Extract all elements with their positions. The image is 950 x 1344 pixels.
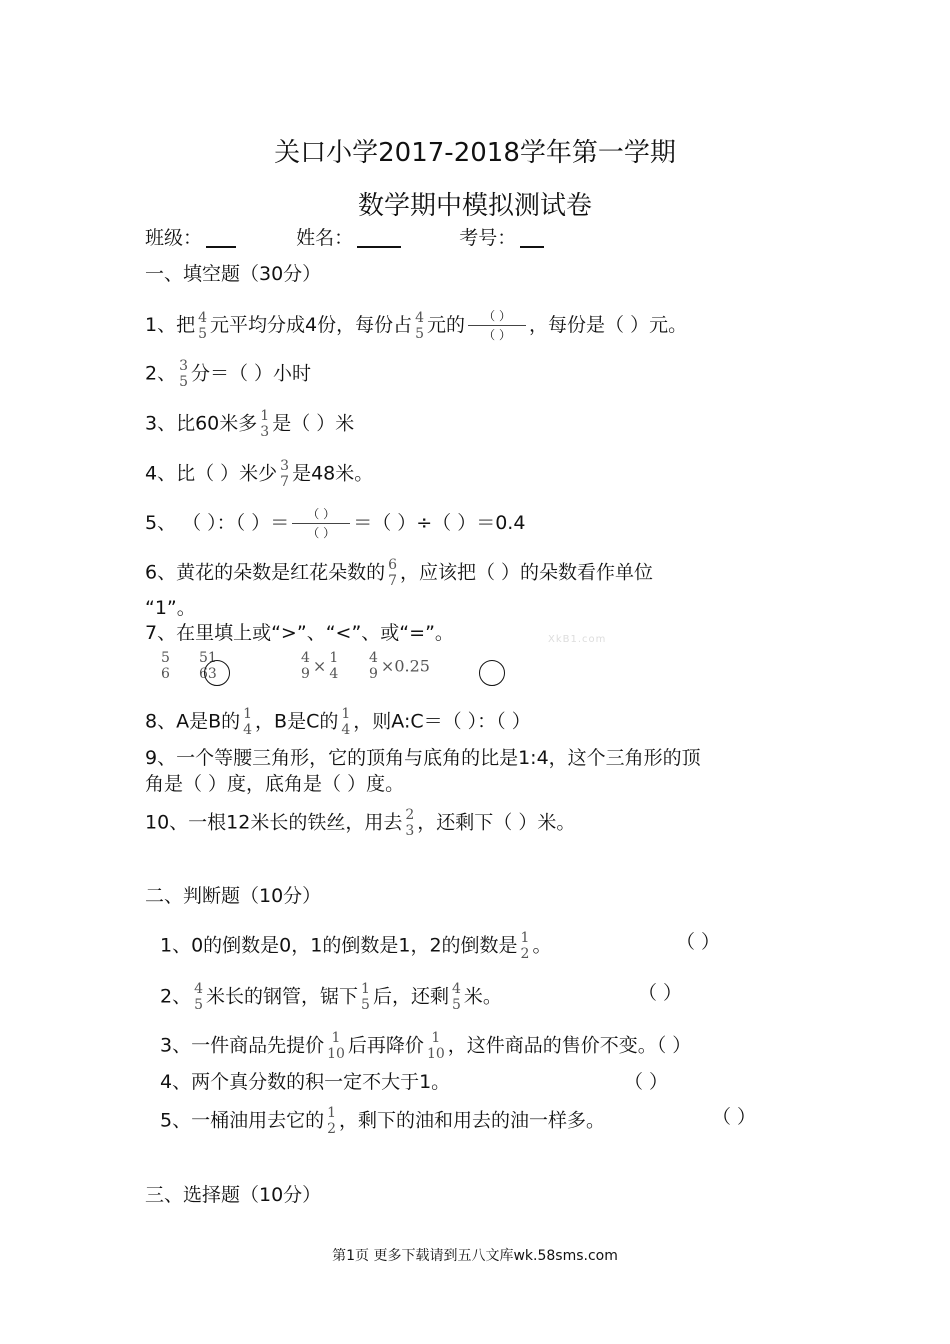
fraction-1-5: 1 5 — [361, 981, 370, 1013]
j2-text-c: 后，还剩 — [372, 985, 449, 1008]
judge-question-5 — [160, 1105, 605, 1137]
fraction-1-2: 1 2 — [520, 930, 530, 962]
times-025: ×0.25 — [380, 656, 430, 676]
judge-paren-1[interactable]: （ ） — [676, 931, 721, 953]
judge-question-3 — [160, 1030, 691, 1062]
q1-text-c: 元的 — [427, 314, 466, 336]
q4-text-b: 是48米。 — [292, 462, 374, 485]
j3-text-a: 3、一件商品先提价 — [160, 1034, 325, 1057]
fraction-1-2: 1 2 — [327, 1105, 337, 1137]
fraction-6-7: 6 7 — [388, 557, 398, 589]
j5-text-b: ，剩下的油和用去的油一样多。 — [339, 1109, 606, 1132]
section1-heading: 一、填空题（30分） — [145, 263, 322, 285]
fraction-4-9: 4 9 — [301, 650, 310, 682]
fraction-5-6: 5 6 — [199, 650, 208, 682]
q1-text-d: ，每份是（ ）元。 — [529, 314, 688, 336]
times-sign: × — [312, 656, 327, 676]
fraction-4-5: 4 5 — [451, 981, 461, 1013]
fill-question-6 — [145, 557, 653, 589]
number-blank[interactable] — [520, 228, 544, 248]
q5-text-a: 5、 （ ）：（ ）＝ — [145, 512, 290, 534]
fraction-4-5: 4 5 — [194, 981, 204, 1013]
fill-question-7: 7、在里填上或“>”、“<”、或“=”。 — [145, 622, 454, 644]
j1-text-a: 1、0的倒数是0，1的倒数是1，2的倒数是 — [160, 934, 518, 957]
fill-question-8 — [145, 706, 531, 738]
fill-question-4 — [145, 458, 373, 490]
judge-paren-4[interactable]: （ ） — [624, 1071, 669, 1093]
q7-compare-1 — [158, 650, 173, 682]
fraction-4-5: 4 5 — [415, 309, 425, 342]
name-blank[interactable] — [357, 228, 401, 248]
q7-compare-2-right — [366, 650, 430, 682]
judge-paren-5[interactable]: （ ） — [712, 1106, 757, 1128]
j3-text-c: ，这件商品的售价不变。（ ） — [447, 1034, 692, 1057]
q10-text-a: 10、一根12米长的铁丝，用去 — [145, 811, 403, 834]
fraction-1-4: 1 4 — [329, 650, 339, 682]
fraction-3-7: 3 7 — [280, 458, 290, 490]
fraction-1-10: 1 10 — [327, 1030, 345, 1062]
blank-fraction[interactable]: （ ） （ ） — [468, 309, 526, 342]
q7-compare-2 — [298, 650, 341, 682]
judge-question-2 — [160, 981, 502, 1013]
class-blank[interactable] — [206, 228, 236, 248]
fraction-4-9: 4 9 — [369, 650, 378, 682]
fill-question-9-line2: 角是（ ）度，底角是（ ）度。 — [145, 773, 405, 795]
q4-text-a: 4、比（ ）米少 — [145, 462, 278, 485]
fill-question-3 — [145, 408, 354, 440]
q2-text-b: 分＝（ ）小时 — [191, 362, 312, 385]
j1-text-b: 。 — [532, 934, 552, 957]
judge-paren-2[interactable]: （ ） — [638, 982, 683, 1004]
q8-text-a: 8、A是B的 — [145, 710, 241, 733]
fraction-1-3: 1 3 — [260, 408, 270, 440]
compare-circle-1[interactable] — [204, 660, 230, 686]
name-label: 姓名： — [296, 227, 354, 249]
fraction-4-5: 4 5 — [198, 309, 208, 342]
section2-heading: 二、判断题（10分） — [145, 885, 322, 907]
q3-text-b: 是（ ）米 — [272, 412, 355, 435]
fraction-2-3: 2 3 — [405, 807, 415, 839]
q6-text-c: “1”。 — [145, 597, 196, 619]
fraction-5-6: 5 6 — [161, 650, 170, 682]
j2-text-b: 米长的钢管，锯下 — [206, 985, 359, 1008]
j3-text-b: 后再降价 — [347, 1034, 424, 1057]
student-info-row — [145, 226, 544, 250]
q2-text-a: 2、 — [145, 362, 177, 385]
q1-text-a: 1、把 — [145, 314, 196, 336]
section3-heading: 三、选择题（10分） — [145, 1184, 322, 1206]
number-label: 考号： — [459, 227, 517, 249]
j2-text-a: 2、 — [160, 985, 192, 1008]
exam-title: 关口小学2017-2018学年第一学期 — [274, 138, 676, 168]
q8-text-b: ，B是C的 — [255, 710, 339, 733]
class-label: 班级： — [145, 227, 203, 249]
fill-question-10 — [145, 807, 575, 839]
q5-text-b: ＝（ ）÷（ ）＝0.4 — [353, 512, 526, 534]
fraction-1-4: 1 4 — [341, 706, 351, 738]
q3-text-a: 3、比60米多 — [145, 412, 258, 435]
fill-question-5 — [145, 507, 525, 540]
judge-question-1 — [160, 930, 551, 962]
blank-fraction[interactable]: （ ） （ ） — [292, 507, 350, 540]
judge-question-4: 4、两个真分数的积一定不大于1。 — [160, 1071, 451, 1093]
exam-subtitle: 数学期中模拟测试卷 — [357, 191, 592, 221]
page-footer: 第1页 更多下载请到五八文库wk.58sms.com — [332, 1248, 618, 1264]
watermark-text: XkB1.com — [548, 634, 607, 645]
q6-text-a: 6、黄花的朵数是红花朵数的 — [145, 561, 386, 584]
fraction-1-4: 1 4 — [243, 706, 253, 738]
fraction-1-3: 1 3 — [207, 650, 217, 682]
j2-text-d: 米。 — [463, 985, 502, 1008]
q1-text-b: 元平均分成4份，每份占 — [210, 314, 413, 336]
q10-text-b: ，还剩下（ ）米。 — [417, 811, 576, 834]
fraction-3-5: 3 5 — [179, 358, 189, 390]
q8-text-c: ，则A:C＝（ ）：（ ） — [353, 710, 531, 733]
fraction-1-10: 1 10 — [426, 1030, 445, 1062]
fill-question-2 — [145, 358, 311, 390]
j5-text-a: 5、一桶油用去它的 — [160, 1109, 325, 1132]
fill-question-1 — [145, 309, 687, 342]
q6-text-b: ，应该把（ ）的朵数看作单位 — [400, 561, 654, 584]
fill-question-9-line1: 9、一个等腰三角形，它的顶角与底角的比是1:4，这个三角形的顶 — [145, 747, 701, 769]
compare-circle-2[interactable] — [479, 660, 505, 686]
